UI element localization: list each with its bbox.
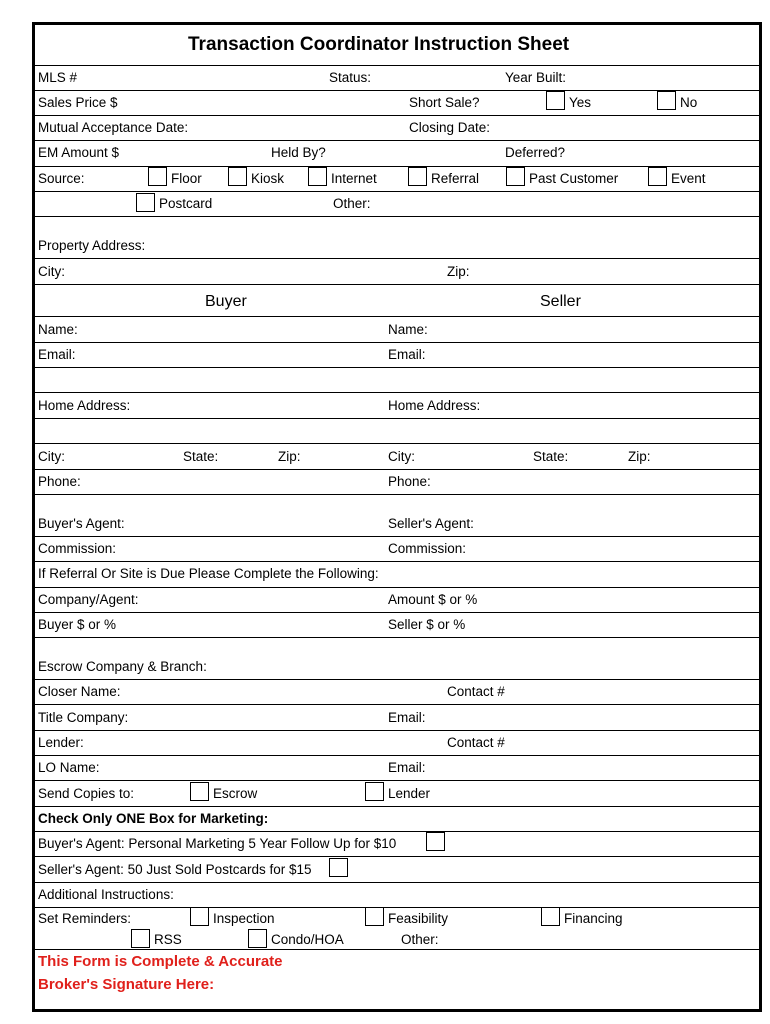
row-divider [35,780,759,781]
property-city-label: City: [38,264,65,279]
short-sale-label: Short Sale? [409,95,480,110]
reminder-financing-label: Financing [564,911,623,926]
row-divider [35,191,759,192]
row-divider [35,494,759,495]
reminder-feasibility-label: Feasibility [388,911,449,926]
row-divider [35,65,759,66]
year-built-label: Year Built: [505,70,567,85]
row-divider [35,907,759,908]
source-referral-label: Referral [431,171,480,186]
status-label: Status: [329,70,372,85]
source-event-checkbox[interactable] [648,167,667,186]
buyer-name-label: Name: [38,322,78,337]
row-divider [35,258,759,259]
source-floor-checkbox[interactable] [148,167,167,186]
amount-label: Amount $ or % [388,592,478,607]
source-internet-label: Internet [331,171,377,186]
seller-commission-label: Commission: [388,541,467,556]
seller-pct-label: Seller $ or % [388,617,466,632]
broker-signature-label: Broker's Signature Here: [38,976,215,993]
seller-heading: Seller [540,293,581,310]
source-postcard-checkbox[interactable] [136,193,155,212]
seller-marketing-label: Seller's Agent: 50 Just Sold Postcards for $15 [38,862,312,877]
seller-phone-label: Phone: [388,474,431,489]
row-divider [35,882,759,883]
row-divider [35,140,759,141]
buyer-commission-label: Commission: [38,541,117,556]
source-referral-checkbox[interactable] [408,167,427,186]
reminder-condo-hoa-label: Condo/HOA [271,932,344,947]
lender-contact-label: Contact # [447,735,505,750]
title-email-label: Email: [388,710,426,725]
reminder-financing-checkbox[interactable] [541,907,560,926]
closing-date-label: Closing Date: [409,120,491,135]
send-escrow-label: Escrow [213,786,258,801]
row-divider [35,418,759,419]
row-divider [35,730,759,731]
row-divider [35,587,759,588]
row-divider [35,831,759,832]
send-copies-label: Send Copies to: [38,786,135,801]
closer-contact-label: Contact # [447,684,505,699]
reminder-inspection-checkbox[interactable] [190,907,209,926]
source-event-label: Event [671,171,706,186]
send-lender-checkbox[interactable] [365,782,384,801]
buyers-agent-label: Buyer's Agent: [38,516,125,531]
reminder-inspection-label: Inspection [213,911,275,926]
row-divider [35,367,759,368]
buyer-home-address-label: Home Address: [38,398,131,413]
row-divider [35,90,759,91]
send-lender-label: Lender [388,786,431,801]
em-amount-label: EM Amount $ [38,145,120,160]
row-divider [35,856,759,857]
seller-name-label: Name: [388,322,428,337]
short-sale-yes-label: Yes [569,95,592,110]
row-divider [35,342,759,343]
seller-city-label: City: [388,449,415,464]
short-sale-no-label: No [680,95,698,110]
source-past-customer-checkbox[interactable] [506,167,525,186]
row-divider [35,755,759,756]
reminder-rss-checkbox[interactable] [131,929,150,948]
short-sale-no-checkbox[interactable] [657,91,676,110]
row-divider [35,392,759,393]
row-divider [35,115,759,116]
short-sale-yes-checkbox[interactable] [546,91,565,110]
buyer-marketing-checkbox[interactable] [426,832,445,851]
buyer-zip-label: Zip: [278,449,301,464]
seller-marketing-checkbox[interactable] [329,858,348,877]
row-divider [35,216,759,217]
mls-label: MLS # [38,70,78,85]
additional-instructions-label: Additional Instructions: [38,887,174,902]
row-divider [35,469,759,470]
reminder-other-label: Other: [401,932,439,947]
row-divider [35,316,759,317]
mutual-acceptance-label: Mutual Acceptance Date: [38,120,189,135]
reminder-rss-label: RSS [154,932,182,947]
escrow-company-label: Escrow Company & Branch: [38,659,207,674]
buyer-pct-label: Buyer $ or % [38,617,117,632]
sellers-agent-label: Seller's Agent: [388,516,474,531]
set-reminders-label: Set Reminders: [38,911,132,926]
property-address-label: Property Address: [38,238,146,253]
seller-state-label: State: [533,449,569,464]
source-past-customer-label: Past Customer [529,171,619,186]
property-zip-label: Zip: [447,264,470,279]
row-divider [35,536,759,537]
buyer-city-label: City: [38,449,65,464]
deferred-label: Deferred? [505,145,566,160]
row-divider [35,704,759,705]
row-divider [35,679,759,680]
form-complete-note: This Form is Complete & Accurate [38,953,283,970]
source-label: Source: [38,171,85,186]
row-divider [35,443,759,444]
marketing-heading: Check Only ONE Box for Marketing: [38,811,269,826]
reminder-condo-hoa-checkbox[interactable] [248,929,267,948]
lo-email-label: Email: [388,760,426,775]
source-floor-label: Floor [171,171,202,186]
title-company-label: Title Company: [38,710,129,725]
row-divider [35,806,759,807]
lender-label: Lender: [38,735,84,750]
lo-name-label: LO Name: [38,760,100,775]
buyer-marketing-label: Buyer's Agent: Personal Marketing 5 Year Follow Up for $10 [38,836,397,851]
buyer-email-label: Email: [38,347,76,362]
row-divider [35,561,759,562]
buyer-state-label: State: [183,449,219,464]
row-divider [35,949,759,950]
seller-zip-label: Zip: [628,449,651,464]
row-divider [35,284,759,285]
buyer-heading: Buyer [205,293,247,310]
closer-name-label: Closer Name: [38,684,121,699]
source-kiosk-label: Kiosk [251,171,285,186]
referral-note: If Referral Or Site is Due Please Complete the Following: [38,566,379,581]
held-by-label: Held By? [271,145,326,160]
row-divider [35,612,759,613]
seller-home-address-label: Home Address: [388,398,481,413]
company-agent-label: Company/Agent: [38,592,139,607]
seller-email-label: Email: [388,347,426,362]
source-kiosk-checkbox[interactable] [228,167,247,186]
row-divider [35,637,759,638]
source-internet-checkbox[interactable] [308,167,327,186]
source-other-label: Other: [333,196,371,211]
send-escrow-checkbox[interactable] [190,782,209,801]
sales-price-label: Sales Price $ [38,95,118,110]
source-postcard-label: Postcard [159,196,213,211]
reminder-feasibility-checkbox[interactable] [365,907,384,926]
page-title: Transaction Coordinator Instruction Sheet [188,34,570,55]
buyer-phone-label: Phone: [38,474,81,489]
